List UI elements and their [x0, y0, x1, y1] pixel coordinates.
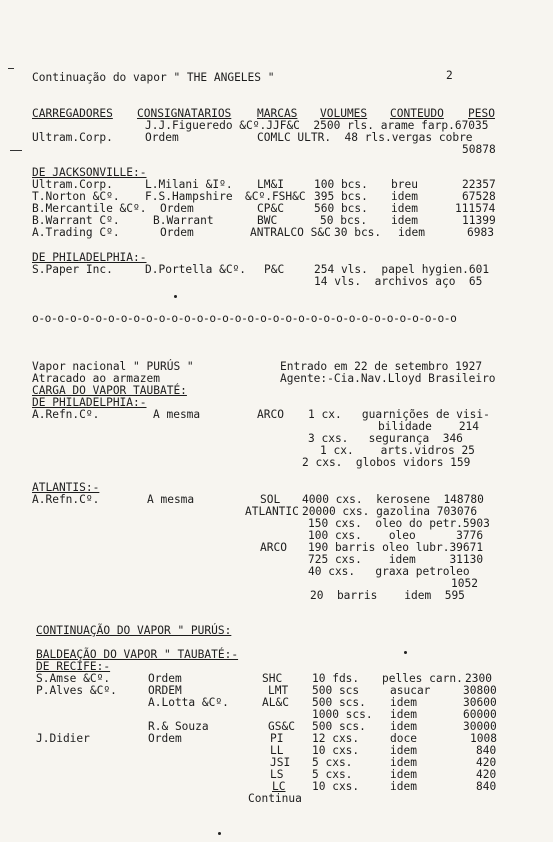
- table-cell: 5 cxs.: [312, 768, 353, 781]
- table-cell: PI: [270, 732, 284, 745]
- table-cell: B.Warrant Cº.: [32, 214, 120, 227]
- vessel-line: Agente:-Cia.Nav.Lloyd Brasileiro: [280, 372, 496, 385]
- cargo-line: ARCO: [257, 408, 284, 421]
- table-cell: BWC: [257, 214, 278, 227]
- col-header-volumes: VOLUMES: [320, 107, 368, 120]
- document-title: Continuação do vapor " THE ANGELES ": [32, 71, 275, 84]
- table-cell: asucar: [390, 684, 431, 697]
- table-cell: ORDEM: [148, 684, 182, 697]
- separator-line: o-o-o-o-o-o-o-o-o-o-o-o-o-o-o-o-o-o-o-o-o-o-o-o-o-o-o-o-o-o-o-o-o-o: [32, 312, 457, 325]
- cargo-line: 14 vls. archivos aço 65: [314, 275, 483, 288]
- table-cell: 60000: [463, 708, 497, 721]
- ink-mark: [174, 295, 177, 298]
- table-cell: B.Mercantile &Cº.: [32, 202, 147, 215]
- table-cell: 30800: [463, 684, 497, 697]
- table-cell: S.Amse &Cº.: [36, 672, 111, 685]
- table-cell: 11399: [462, 214, 496, 227]
- cargo-line: 4000 cxs. kerosene 148780: [302, 493, 484, 506]
- table-cell: ANTRALCO S&C: [250, 226, 331, 239]
- cargo-line: 725 cxs. idem 31130: [308, 553, 484, 566]
- table-cell: 840: [476, 744, 497, 757]
- cargo-line: 1052: [451, 577, 478, 590]
- table-cell: 30600: [463, 696, 497, 709]
- table-cell: 5 cxs.: [312, 756, 353, 769]
- table-cell: &Cº.FSH&C: [245, 190, 306, 203]
- margin-mark: [8, 68, 14, 69]
- table-cell: P.Alves &Cº.: [36, 684, 117, 697]
- section-heading-atlantis: ATLANTIS:-: [32, 481, 100, 494]
- section-heading-recife: DE RECIFE:-: [36, 660, 111, 673]
- table-cell: LS: [270, 768, 284, 781]
- ink-mark: [218, 832, 221, 835]
- table-cell: 12 cxs.: [312, 732, 360, 745]
- table-cell: doce: [390, 732, 417, 745]
- table-cell: 840: [476, 780, 497, 793]
- table-cell: A.Lotta &Cº.: [148, 696, 229, 709]
- cargo-line: 150 cxs. oleo do petr.5903: [308, 517, 490, 530]
- table-cell: L.Milani &Iº.: [145, 178, 233, 191]
- table-cell: 111574: [455, 202, 496, 215]
- table-cell: 10 cxs.: [312, 780, 360, 793]
- table-cell: 500 scs: [312, 684, 360, 697]
- table-cell: idem: [390, 708, 417, 721]
- cargo-line: Ultram.Corp.: [32, 131, 113, 144]
- margin-mark: [10, 150, 22, 151]
- cargo-line: 3 cxs. segurança 346: [308, 432, 463, 445]
- cargo-line: 254 vls. papel hygien.601: [314, 263, 490, 276]
- table-cell: LC: [272, 780, 286, 793]
- page-number: 2: [446, 69, 453, 82]
- cargo-line: COMLC ULTR. 48 rls.vergas cobre: [257, 131, 473, 144]
- table-cell: Ultram.Corp.: [32, 178, 113, 191]
- table-cell: idem: [391, 202, 418, 215]
- cargo-line: 50878: [462, 143, 496, 156]
- table-cell: R.& Souza: [148, 720, 209, 733]
- table-cell: idem: [390, 768, 417, 781]
- table-cell: CP&C: [257, 202, 284, 215]
- vessel-line: Atracado ao armazem: [32, 372, 160, 385]
- table-cell: Ordem: [148, 732, 182, 745]
- table-cell: 2300: [465, 672, 492, 685]
- table-cell: pelles carn.: [382, 672, 463, 685]
- vessel-line: Entrado em 22 de setembro 1927: [280, 360, 483, 373]
- table-cell: LM&I: [257, 178, 284, 191]
- section-heading: DE PHILADELPHIA:-: [32, 396, 147, 409]
- cargo-line: ATLANTIC: [245, 505, 299, 518]
- section-heading-jacksonville: DE JACKSONVILLE:-: [32, 166, 147, 179]
- table-cell: Ordem: [160, 202, 194, 215]
- table-cell: 30 bcs.: [334, 226, 382, 239]
- table-cell: LL: [270, 744, 284, 757]
- cargo-line: ARCO: [260, 541, 287, 554]
- section-heading-continuacao: CONTINUAÇÃO DO VAPOR " PURÚS:: [36, 624, 232, 637]
- col-header-carregadores: CARREGADORES: [32, 107, 113, 120]
- table-cell: 420: [476, 756, 497, 769]
- table-cell: idem: [390, 696, 417, 709]
- table-cell: 1000 scs.: [312, 708, 373, 721]
- cargo-line: 190 barris oleo lubr.39671: [308, 541, 484, 554]
- table-cell: JSI: [270, 756, 291, 769]
- vessel-line: CARGA DO VAPOR TAUBATÉ:: [32, 384, 187, 397]
- section-heading-philadelphia: DE PHILADELPHIA:-: [32, 251, 147, 264]
- table-cell: A.Trading Cº.: [32, 226, 120, 239]
- cargo-line: A mesma: [153, 408, 201, 421]
- cargo-line: D.Portella &Cº.: [145, 263, 247, 276]
- cargo-line: SOL: [260, 493, 281, 506]
- table-cell: Ordem: [160, 226, 194, 239]
- continua-footer: Continua: [248, 792, 302, 805]
- cargo-line: 2 cxs. globos vidors 159: [302, 456, 471, 469]
- cargo-line: A mesma: [147, 493, 195, 506]
- cargo-line: Ordem: [145, 131, 179, 144]
- table-cell: AL&C: [262, 696, 289, 709]
- table-cell: J.Didier: [36, 732, 90, 745]
- cargo-line: 1 cx. guarnições de visi-: [308, 408, 490, 421]
- table-cell: idem: [398, 226, 425, 239]
- vessel-line: Vapor nacional " PURÚS ": [32, 360, 194, 373]
- table-cell: 395 bcs.: [314, 190, 368, 203]
- section-heading-baldeacao: BALDEAÇÃO DO VAPOR " TAUBATÉ:-: [36, 648, 239, 661]
- ink-mark: [404, 651, 407, 654]
- table-cell: 10 fds.: [312, 672, 360, 685]
- table-cell: 500 scs.: [312, 696, 366, 709]
- table-cell: breu: [391, 178, 418, 191]
- table-cell: 500 scs.: [312, 720, 366, 733]
- table-cell: 6983: [467, 226, 494, 239]
- cargo-line: J.J.Figueredo &Cº.JJF&C 2500 rls. arame farp.67035: [145, 119, 489, 132]
- cargo-line: 40 cxs. graxa petroleo: [308, 565, 470, 578]
- table-cell: T.Norton &Cº.: [32, 190, 120, 203]
- table-cell: idem: [391, 190, 418, 203]
- table-cell: 22357: [462, 178, 496, 191]
- table-cell: SHC: [262, 672, 283, 685]
- col-header-conteudo: CONTEUDO: [390, 107, 444, 120]
- table-cell: LMT: [268, 684, 289, 697]
- col-header-peso: PESO: [468, 107, 495, 120]
- table-cell: Ordem: [148, 672, 182, 685]
- table-cell: B.Warrant: [153, 214, 214, 227]
- cargo-line: bilidade 214: [378, 420, 480, 433]
- cargo-line: 100 cxs. oleo 3776: [308, 529, 484, 542]
- cargo-line: S.Paper Inc.: [32, 263, 113, 276]
- table-cell: idem: [391, 214, 418, 227]
- table-cell: GS&C: [268, 720, 295, 733]
- table-cell: 30000: [463, 720, 497, 733]
- table-cell: 100 bcs.: [314, 178, 368, 191]
- col-header-marcas: MARCAS: [257, 107, 298, 120]
- table-cell: idem: [390, 744, 417, 757]
- table-cell: 50 bcs.: [320, 214, 368, 227]
- cargo-line: 20000 cxs. gazolina 703076: [302, 505, 478, 518]
- table-cell: idem: [390, 720, 417, 733]
- table-cell: 560 bcs.: [314, 202, 368, 215]
- table-cell: idem: [390, 756, 417, 769]
- table-cell: 67528: [462, 190, 496, 203]
- col-header-consignatarios: CONSIGNATARIOS: [137, 107, 232, 120]
- cargo-line: 1 cx. arts.vidros 25: [320, 444, 475, 457]
- table-cell: 1008: [470, 732, 497, 745]
- cargo-line: P&C: [264, 263, 285, 276]
- cargo-line: A.Refn.Cº.: [32, 493, 100, 506]
- table-cell: 420: [476, 768, 497, 781]
- cargo-line: A.Refn.Cº.: [32, 408, 100, 421]
- table-cell: 10 cxs.: [312, 744, 360, 757]
- table-cell: F.S.Hampshire: [145, 190, 233, 203]
- table-cell: idem: [390, 780, 417, 793]
- cargo-line: 20 barris idem 595: [310, 589, 465, 602]
